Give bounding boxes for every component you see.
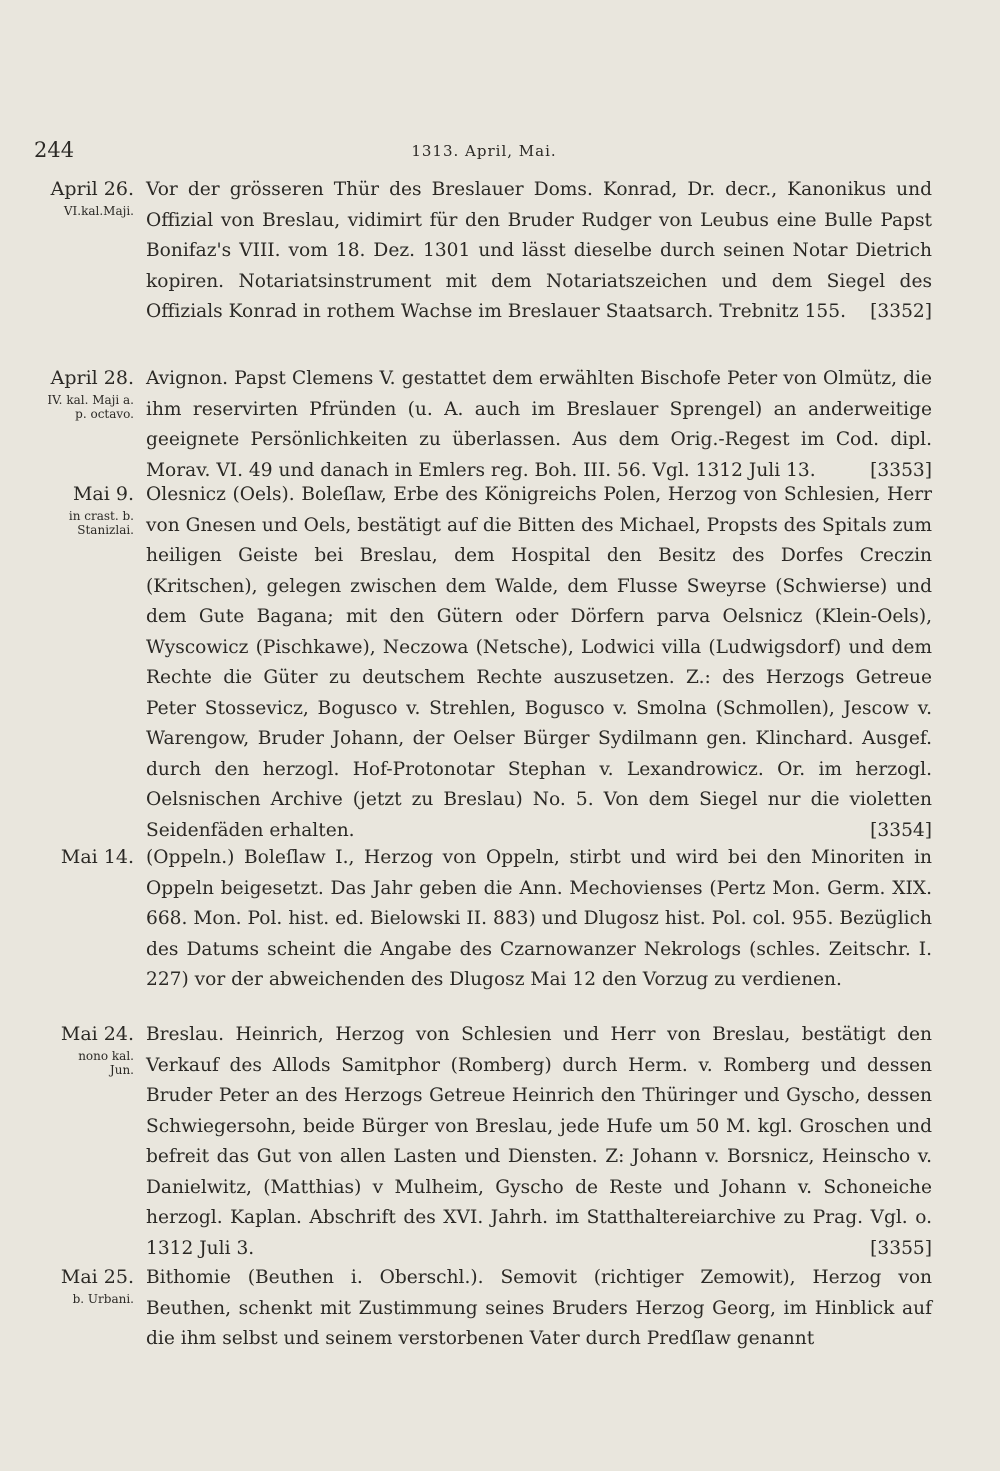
entry-number: [3354] (870, 819, 932, 841)
entry-body: Olesnicz (Oels). Boleſlaw, Erbe des Königreichs Polen, Herzog von Schlesien, Herr von Gnesen und Oels, bestätigt auf die Bitten des Michael, Propsts des Spitals zum heiligen Geiste bei Breslau, dem Hospital den Besitz des Dorfes Creczin (Kritschen), gelegen zwischen dem Walde, dem Flusse Sweyrse (Schwierse) und dem Gute Bagana; mit den Gütern oder Dörfern parva Oelsnicz (Klein-Oels), Wyscowicz (Pischkawe), Neczowa (Netsche), Lodwici villa (Ludwigsdorf) und dem Rechte die Güter zu deutschem Rechte auszusetzen. Z.: des Herzogs Getreue Peter Stossevicz, Bogusco v. Strehlen, Bogusco v. Smolna (Schmollen), Jescow v. Warengow, Bruder Johann, der Oelser Bürger Sydilmann gen. Klinchard. Ausgef. durch den herzogl. Hof-Protonotar Stephan v. Lexandrowicz. Or. im herzogl. Oelsnischen Archive (jetzt zu Breslau) No. 5. Von dem Siegel nur die violetten Seidenfäden erhalten. (146, 484, 932, 841)
entry-date: Mai 25. (60, 1266, 134, 1288)
entry-date: Mai 24. (60, 1023, 134, 1045)
entry-body: Avignon. Papst Clemens V. gestattet dem erwählten Bischofe Peter von Olmütz, die ihm reservirten Pfründen (u. A. auch im Breslauer Sprengel) an anderweitige geeignete Persönlichkeiten zu überlassen. Aus dem Orig.-Regest im Cod. dipl. Morav. VI. 49 und danach in Emlers reg. Boh. III. 56. Vgl. 1312 Juli 13. (146, 368, 932, 481)
entry-body: Bithomie (Beuthen i. Oberschl.). Semovit (richtiger Zemowit), Herzog von Beuthen, schenkt mit Zustimmung seines Bruders Herzog Georg, im Hinblick auf die ihm selbst und seinem verstorbenen Vater durch Predſlaw genannt (146, 1267, 932, 1349)
entry-date-note: nono kal. Jun. (78, 1049, 134, 1077)
entry-number: [3353] (870, 459, 932, 481)
entry-date: April 26. (50, 178, 134, 200)
entry-date: Mai 14. (60, 846, 134, 868)
entry-margin (34, 1020, 134, 1077)
entry-margin (34, 843, 134, 872)
page-number: 244 (34, 138, 75, 162)
entry-text (146, 364, 932, 486)
entry-date-note: IV. kal. Maji a. p. octavo. (47, 393, 134, 421)
entry-margin (34, 364, 134, 421)
entry-body: (Oppeln.) Boleſlaw I., Herzog von Oppeln, stirbt und wird bei den Minoriten in Oppeln beigesetzt. Das Jahr geben die Ann. Mechovienses (Pertz Mon. Germ. XIX. 668. Mon. Pol. hist. ed. Bielowski II. 883) und Dlugosz hist. Pol. col. 955. Bezüglich des Datums scheint die Angabe des Czarnowanzer Nekrologs (schles. Zeitschr. I. 227) vor der abweichenden des Dlugosz Mai 12 den Vorzug zu verdienen. (146, 847, 932, 990)
entry-margin (34, 480, 134, 537)
entry-date-note: b. Urbani. (72, 1292, 134, 1306)
entry-date-note: in crast. b. Stanizlai. (68, 509, 134, 537)
entry-number: [3355] (870, 1237, 932, 1259)
page-header (34, 138, 934, 168)
entry-date: Mai 9. (72, 483, 134, 505)
entry-text (146, 1020, 932, 1264)
entry-text (146, 480, 932, 846)
entry-text (146, 175, 932, 328)
running-title: 1313. April, Mai. (411, 142, 557, 160)
entry-text (146, 843, 932, 996)
entry-margin (34, 175, 134, 218)
entry-date: April 28. (50, 367, 134, 389)
entry-date-note: VI.kal.Maji. (63, 204, 134, 218)
entry-body: Breslau. Heinrich, Herzog von Schlesien und Herr von Breslau, bestätigt den Verkauf des Allods Samitphor (Romberg) durch Herm. v. Romberg und dessen Bruder Peter an des Herzogs Getreue Heinrich den Thüringer und Gyscho, dessen Schwiegersohn, beide Bürger von Breslau, jede Hufe um 50 M. kgl. Groschen und befreit das Gut von allen Lasten und Diensten. Z: Johann v. Borsnicz, Heinscho v. Danielwitz, (Matthias) v Mulheim, Gyscho de Reste und Johann v. Schoneiche herzogl. Kaplan. Abschrift des XVI. Jahrh. im Statthaltereiarchive zu Prag. Vgl. o. 1312 Juli 3. (146, 1024, 932, 1259)
entry-body: Vor der grösseren Thür des Breslauer Doms. Konrad, Dr. decr., Kanonikus und Offizial von Breslau, vidimirt für den Bruder Rudger von Leubus eine Bulle Papst Bonifaz's VIII. vom 18. Dez. 1301 und lässt dieselbe durch seinen Notar Dietrich kopiren. Notariatsinstrument mit dem Notariatszeichen und dem Siegel des Offizials Konrad in rothem Wachse im Breslauer Staatsarch. Trebnitz 155. (146, 179, 932, 322)
entry-number: [3352] (870, 301, 932, 322)
entry-text (146, 1263, 932, 1355)
entry-margin (34, 1263, 134, 1306)
